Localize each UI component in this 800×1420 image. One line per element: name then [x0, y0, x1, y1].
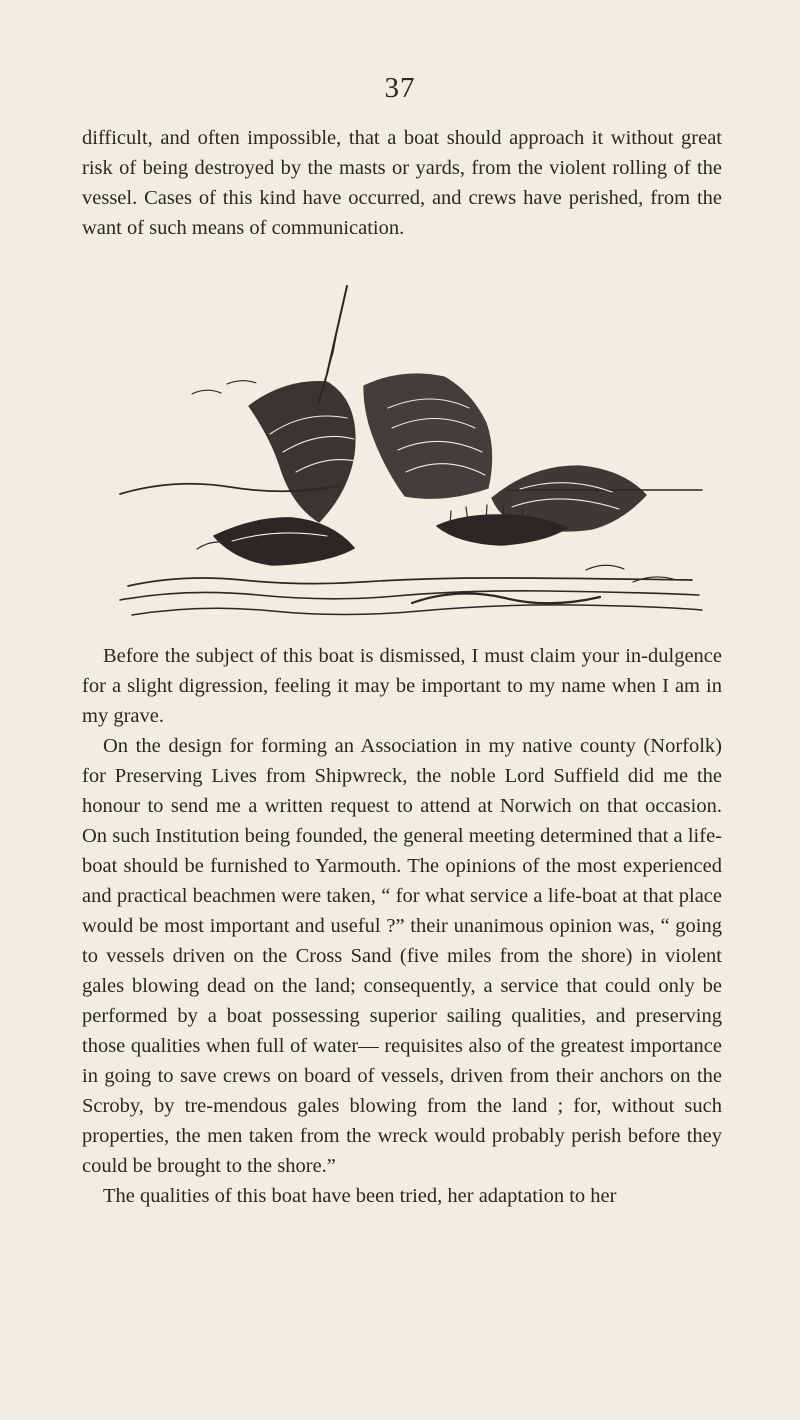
sea-band-two: [120, 591, 699, 600]
paragraph-digression: Before the subject of this boat is dismissed, I must claim your in-dulgence for a slight digression, feeling it may be important to my name when I am in my grave.: [82, 645, 722, 727]
center-breaking-wave: [364, 374, 492, 498]
wrecked-ship-hull: [214, 518, 354, 565]
intro-paragraph-block: [82, 123, 722, 243]
foreground-surf: [412, 594, 600, 604]
shipwreck-illustration: [102, 282, 718, 632]
main-text-block: [82, 641, 722, 1211]
sea-band-one: [128, 578, 692, 586]
paragraph-qualities: The qualities of this boat have been tried, her adaptation to her: [103, 1185, 617, 1207]
page-number: 37: [384, 72, 416, 104]
left-breaking-wave: [249, 382, 355, 522]
cloud-strokes: [192, 381, 256, 394]
intro-paragraph: difficult, and often impossible, that a boat should approach it without great risk of being destroyed by the masts or yards, from the violent rolling of the vessel. Cases of this kind have occurred, and crews have perished, from the want of such means of communication.: [82, 127, 722, 239]
sea-band-three: [132, 605, 702, 615]
paragraph-association: On the design for forming an Association in my native county (Norfolk) for Preserving Lives from Shipwreck, the noble Lord Suffield did me the honour to send me a written request to attend at Norwich on that occasion. On such Institution being founded, the general meeting determined that a life-boat should be furnished to Yarmouth. The opinions of the most experienced and practical beachmen were taken, “ for what service a life-boat at that place would be most important and useful ?” their unanimous opinion was, “ going to vessels driven on the Cross Sand (five miles from the shore) in violent gales blowing dead on the land; consequently, a service that could only be performed by a boat possessing superior sailing qualities, and preserving those qualities when full of water— requisites also of the greatest importance in going to save crews on board of vessels, driven from their anchors on the Scroby, by tre-mendous gales blowing from the land ; for, without such properties, the men taken from the wreck would probably perish before they could be brought to the shore.”: [82, 735, 722, 1177]
